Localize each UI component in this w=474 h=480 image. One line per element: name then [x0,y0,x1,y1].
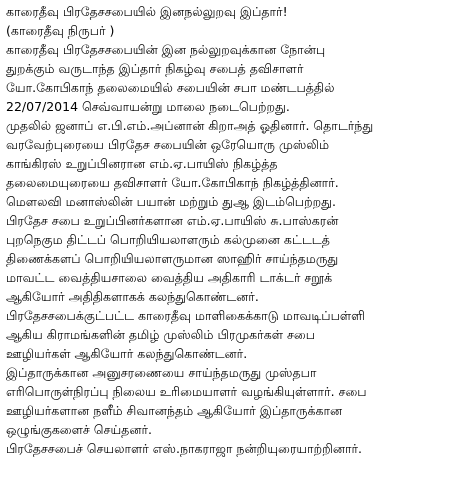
body-line: துறக்கும் வருடாந்த இப்தார் நிகழ்வு சபைத் தவிசாளர் [6,61,304,76]
body-line: வரவேற்புரையை பிரதேச சபையின் ஒரேயொரு முஸ்லிம் [6,137,330,152]
body-line: மாவட்ட வைத்தியசாலை வைத்திய அதிகாரி டாக்டர் சறூக் [6,270,333,285]
body-line: ஊழியர்களான நளீம் சிவானந்தம் ஆகியோர் இப்தாருக்கான [6,403,343,418]
body-line: எரிபொருள்நிரப்பு நிலைய உரிமையாளர் வழங்கியுள்ளார். சபை [6,384,367,399]
body-line: திணைக்களப் பொறியியலாளருமான ஸாஹிர் சாய்ந்தமருது [6,251,339,266]
body-line: இப்தாருக்கான அனுசரணையை சாய்ந்தமருது முஸ்தபா [6,365,317,380]
article-title: காரைதீவு பிரதேசசபையில் இனநல்லுறவு இப்தார்! [6,4,288,19]
body-line: ஊழியர்கள் ஆகியோர் கலந்துகொண்டனர். [6,346,248,361]
body-line: 22/07/2014 செவ்வாயன்று மாலை நடைபெற்றது. [6,99,290,114]
body-line: காங்கிரஸ் உறுப்பினரான எம்.ஏ.பாயிஸ் நிகழ்த்த [6,156,278,171]
body-line: பிரதேசசபைக்குட்பட்ட காரைதீவு மாளிகைக்காடு மாவடிப்பள்ளி [6,308,365,323]
body-line: ஆகியோர் அதிதிகளாகக் கலந்துகொண்டனர். [6,289,259,304]
body-line: பிரதேசசபைச் செயலாளர் எஸ்.நாகராஜா நன்றியுரையாற்றினார். [6,441,362,456]
body-line: ஆகிய கிராமங்களின் தமிழ் முஸ்லிம் பிரமுகர்கள் சபை [6,327,316,342]
body-line: காரைதீவு பிரதேசசபையின் இன நல்லுறவுக்கான நோன்பு [6,42,326,57]
body-line: ஒழுங்குகளைச் செய்தனர். [6,422,152,437]
body-line: புறநெகும திட்டப் பொறியியலாளரும் கல்முனை கட்டடத் [6,232,330,247]
body-line: பிரதேச சபை உறுப்பினர்களான எம்.ஏ.பாயிஸ் சு.பாஸ்கரன் [6,213,339,228]
body-line: முதலில் ஜனாப் எ.பி.எம்.அப்னான் கிறாஅத் ஓதினார். தொடர்ந்து [6,118,374,133]
body-line: யோ.கோபிகாந் தலைமையில் சபையின் சபா மண்டபத்தில் [6,80,335,95]
article-byline: (காரைதீவு நிருபர் ) [6,23,115,38]
body-line: மௌலவி மனாஸ்லின் பயான் மற்றும் துஆ இடம்பெற்றது. [6,194,336,209]
body-line: தலைமையுரையை தவிசாளர் யோ.கோபிகாந் நிகழ்த்தினார். [6,175,339,190]
